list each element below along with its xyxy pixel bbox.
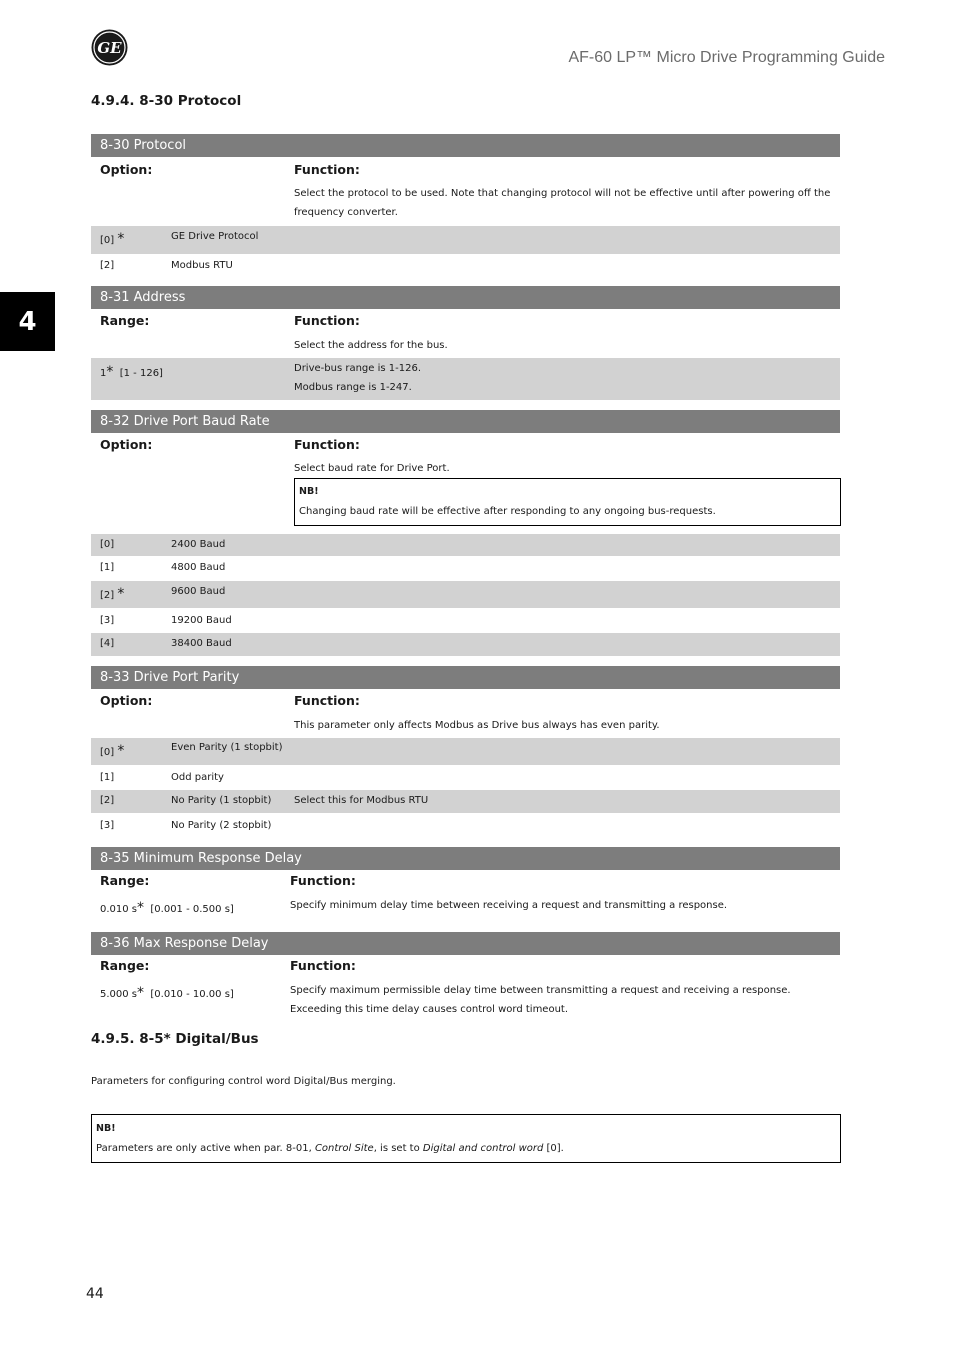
option-code: [2] bbox=[100, 260, 115, 271]
option-code: [0] * bbox=[100, 231, 125, 247]
range-label: Range: bbox=[100, 313, 150, 328]
range-value: 1* [1 - 126] bbox=[100, 364, 163, 380]
param-description: Select the address for the bus. bbox=[294, 340, 448, 351]
option-code: [0] bbox=[100, 539, 115, 550]
param-description: Select the protocol to be used. Note that changing protocol will not be effective until after powering off the frequency converter. bbox=[294, 188, 831, 218]
option-code: [2] * bbox=[100, 586, 125, 602]
table-row bbox=[91, 768, 840, 790]
option-code: [4] bbox=[100, 638, 115, 649]
table-row bbox=[91, 558, 840, 580]
table-row bbox=[91, 226, 840, 254]
intro-text: Parameters for configuring control word Digital/Bus merging. bbox=[91, 1076, 396, 1087]
function-label: Function: bbox=[294, 162, 360, 177]
option-code: [1] bbox=[100, 772, 115, 783]
param-description: Specify minimum delay time between receiving a request and transmitting a response. bbox=[290, 900, 728, 911]
option-label: Option: bbox=[100, 693, 153, 708]
function-text: Select this for Modbus RTU bbox=[294, 795, 429, 806]
table-row bbox=[91, 816, 840, 838]
function-text: Drive-bus range is 1-126. bbox=[294, 363, 422, 374]
param-header-8-31: 8-31 Address bbox=[91, 286, 840, 309]
table-row bbox=[91, 790, 840, 813]
option-label: 38400 Baud bbox=[171, 638, 232, 649]
function-label: Function: bbox=[294, 437, 360, 452]
table-row bbox=[91, 633, 840, 656]
page-number: 44 bbox=[86, 1286, 104, 1302]
note-text: Parameters are only active when par. 8-01, Control Site, is set to Digital and control word [0]. bbox=[96, 1143, 564, 1154]
function-text: Modbus range is 1-247. bbox=[294, 382, 412, 393]
ge-logo-text: GE bbox=[97, 39, 122, 57]
option-label: Modbus RTU bbox=[171, 260, 233, 271]
option-label: Even Parity (1 stopbit) bbox=[171, 742, 283, 753]
note-box bbox=[91, 1114, 841, 1163]
function-label: Function: bbox=[294, 313, 360, 328]
option-code: [2] bbox=[100, 795, 115, 806]
chapter-tab: 4 bbox=[0, 292, 55, 351]
option-label: GE Drive Protocol bbox=[171, 231, 259, 242]
note-text: Changing baud rate will be effective after responding to any ongoing bus-requests. bbox=[299, 506, 716, 517]
table-row bbox=[91, 611, 840, 633]
option-label: No Parity (1 stopbit) bbox=[171, 795, 272, 806]
table-row bbox=[91, 358, 840, 400]
param-header-8-32: 8-32 Drive Port Baud Rate bbox=[91, 410, 840, 433]
function-label: Function: bbox=[290, 958, 356, 973]
table-row bbox=[91, 581, 840, 608]
section-heading-protocol: 4.9.4. 8-30 Protocol bbox=[91, 93, 242, 109]
option-label: Option: bbox=[100, 162, 153, 177]
param-description: Specify maximum permissible delay time between transmitting a request and receiving a response. Exceeding this time delay causes control word timeout. bbox=[290, 985, 791, 1015]
function-label: Function: bbox=[294, 693, 360, 708]
table-row bbox=[91, 738, 840, 765]
param-header-8-36: 8-36 Max Response Delay bbox=[91, 932, 840, 955]
range-value: 5.000 s* [0.010 - 10.00 s] bbox=[100, 985, 234, 1001]
note-box bbox=[294, 478, 841, 526]
param-header-8-33: 8-33 Drive Port Parity bbox=[91, 666, 840, 689]
option-code: [3] bbox=[100, 615, 115, 626]
note-title: NB! bbox=[299, 486, 319, 497]
option-label: 4800 Baud bbox=[171, 562, 226, 573]
range-label: Range: bbox=[100, 873, 150, 888]
param-description: This parameter only affects Modbus as Drive bus always has even parity. bbox=[294, 720, 660, 731]
param-description: Select baud rate for Drive Port. bbox=[294, 463, 450, 474]
option-label: 2400 Baud bbox=[171, 539, 226, 550]
option-code: [0] * bbox=[100, 743, 125, 759]
table-row bbox=[91, 256, 840, 278]
option-label: Option: bbox=[100, 437, 153, 452]
ge-logo bbox=[91, 29, 128, 66]
function-label: Function: bbox=[290, 873, 356, 888]
option-label: 9600 Baud bbox=[171, 586, 226, 597]
option-label: Odd parity bbox=[171, 772, 224, 783]
document-title: AF-60 LP™ Micro Drive Programming Guide bbox=[568, 49, 885, 66]
table-row bbox=[91, 534, 840, 556]
range-label: Range: bbox=[100, 958, 150, 973]
option-code: [1] bbox=[100, 562, 115, 573]
param-header-8-35: 8-35 Minimum Response Delay bbox=[91, 847, 840, 870]
section-heading-digital-bus: 4.9.5. 8-5* Digital/Bus bbox=[91, 1031, 259, 1047]
note-title: NB! bbox=[96, 1123, 116, 1134]
param-header-8-30: 8-30 Protocol bbox=[91, 134, 840, 157]
range-value: 0.010 s* [0.001 - 0.500 s] bbox=[100, 900, 234, 916]
option-code: [3] bbox=[100, 820, 115, 831]
option-label: No Parity (2 stopbit) bbox=[171, 820, 272, 831]
option-label: 19200 Baud bbox=[171, 615, 232, 626]
